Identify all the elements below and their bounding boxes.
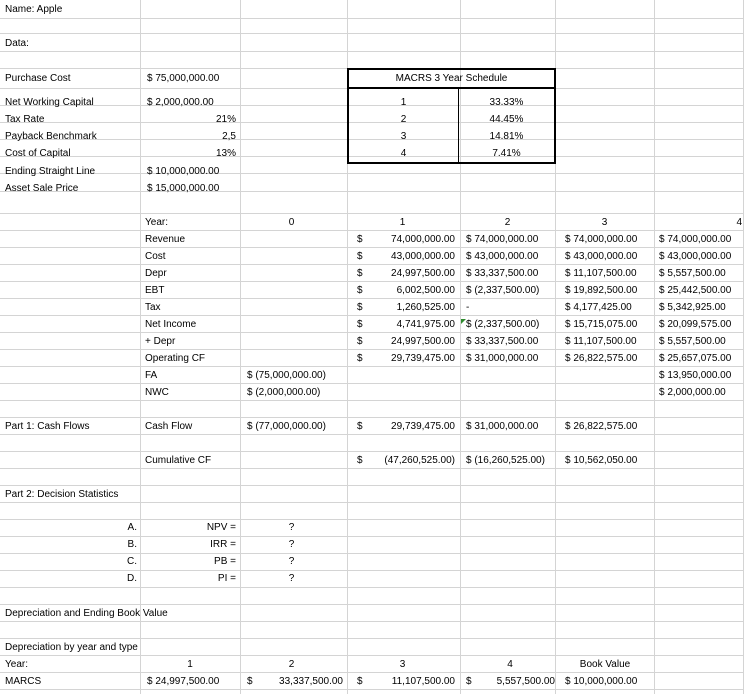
row-gridline	[0, 672, 744, 673]
macrs-rate[interactable]: 14.81%	[489, 131, 524, 142]
row-gridline	[0, 502, 744, 503]
cf-row-label[interactable]: Depr	[145, 268, 167, 279]
depr-year[interactable]: 1	[187, 659, 193, 670]
cf-y3-value[interactable]: $ 11,107,500.00	[565, 268, 637, 279]
macrs-rate[interactable]: 33.33%	[489, 97, 524, 108]
cumulative-y3[interactable]: $ 10,562,050.00	[565, 455, 638, 466]
cf-y3-value[interactable]: $ 19,892,500.00	[565, 285, 638, 296]
cash-flow-y1[interactable]: 29,739,475.00	[391, 421, 455, 432]
cf-y0-value[interactable]: $ (75,000,000.00)	[247, 370, 326, 381]
cf-y4-value[interactable]: $ 5,342,925.00	[659, 302, 726, 313]
row-gridline	[0, 553, 744, 554]
macrs-year[interactable]: 2	[400, 114, 407, 125]
cumulative-y1[interactable]: (47,260,525.00)	[384, 455, 455, 466]
input-value[interactable]: $ 10,000,000.00	[147, 166, 220, 177]
row-gridline	[0, 230, 744, 231]
name-cell[interactable]: Name: Apple	[5, 4, 63, 15]
cf-y3-value[interactable]: $ 74,000,000.00	[565, 234, 638, 245]
cf-row-label[interactable]: + Depr	[145, 336, 176, 347]
cf-y3-value[interactable]: $ 11,107,500.00	[565, 336, 637, 347]
input-value[interactable]: $ 15,000,000.00	[147, 183, 220, 194]
cf-y1-currency[interactable]: $	[357, 353, 363, 364]
input-label[interactable]: Purchase Cost	[5, 73, 71, 84]
stat-value[interactable]: ?	[288, 573, 295, 584]
cf-y4-value[interactable]: $ 25,442,500.00	[659, 285, 732, 296]
year-header[interactable]: 4	[736, 217, 742, 228]
cf-row-label[interactable]: Operating CF	[145, 353, 206, 364]
stat-value[interactable]: ?	[288, 556, 295, 567]
row-gridline	[0, 570, 744, 571]
row-gridline	[0, 191, 744, 192]
depr-value[interactable]: $ 24,997,500.00	[147, 676, 220, 687]
row-gridline	[0, 638, 744, 639]
cf-row-label[interactable]: FA	[145, 370, 158, 381]
stat-letter[interactable]: C.	[127, 556, 137, 567]
row-gridline	[0, 247, 744, 248]
cf-y1-currency[interactable]: $	[357, 319, 363, 330]
cf-row-label[interactable]: NWC	[145, 387, 169, 398]
cf-row-label[interactable]: Revenue	[145, 234, 186, 245]
cf-y2-value[interactable]: $ 31,000,000.00	[466, 353, 539, 364]
row-gridline	[0, 485, 744, 486]
depr-year-label[interactable]: Year:	[5, 659, 28, 670]
cf-y2-value[interactable]: $ (2,337,500.00)	[466, 285, 540, 296]
cf-y3-value[interactable]: $ 26,822,575.00	[565, 353, 638, 364]
depr-currency[interactable]: $	[357, 676, 363, 687]
macrs-header-divider	[347, 87, 556, 89]
cf-y2-value[interactable]: $ 33,337,500.00	[466, 268, 539, 279]
depr-currency[interactable]: $	[247, 676, 253, 687]
cf-y2-value[interactable]: $ 74,000,000.00	[466, 234, 539, 245]
cf-row-label[interactable]: EBT	[145, 285, 165, 296]
depr-year[interactable]: 4	[507, 659, 513, 670]
cf-y4-value[interactable]: $ 74,000,000.00	[659, 234, 732, 245]
row-gridline	[0, 451, 744, 452]
row-gridline	[0, 315, 744, 316]
row-gridline	[0, 349, 744, 350]
year-header[interactable]: 1	[399, 217, 406, 228]
depr-year[interactable]: 2	[288, 659, 295, 670]
cumulative-currency[interactable]: $	[357, 455, 363, 466]
row-gridline	[0, 536, 744, 537]
input-label[interactable]: Net Working Capital	[5, 97, 94, 108]
macrs-year[interactable]: 4	[400, 148, 407, 159]
stat-value[interactable]: ?	[288, 522, 295, 533]
cf-y4-value[interactable]: $ 43,000,000.00	[659, 251, 732, 262]
cf-y1-currency[interactable]: $	[357, 285, 363, 296]
input-value[interactable]: $ 75,000,000.00	[147, 73, 220, 84]
row-gridline	[0, 173, 744, 174]
depr-section-subtitle[interactable]: Depreciation by year and type	[5, 642, 138, 653]
input-label[interactable]: Ending Straight Line	[5, 166, 96, 177]
cf-y4-value[interactable]: $ 13,950,000.00	[659, 370, 732, 381]
cf-row-label[interactable]: Tax	[145, 302, 161, 313]
part1-label[interactable]: Part 1: Cash Flows	[5, 421, 90, 432]
row-gridline	[0, 400, 744, 401]
depr-book-value[interactable]: $ 10,000,000.00	[565, 676, 638, 687]
cf-y1-value[interactable]: 6,002,500.00	[396, 285, 455, 296]
year-header[interactable]: 0	[288, 217, 295, 228]
input-label[interactable]: Asset Sale Price	[5, 183, 79, 194]
stat-letter[interactable]: D.	[127, 573, 137, 584]
row-gridline	[0, 33, 744, 34]
cumulative-label[interactable]: Cumulative CF	[145, 455, 212, 466]
cf-y1-value[interactable]: 43,000,000.00	[391, 251, 455, 262]
depr-year[interactable]: 3	[399, 659, 406, 670]
cf-y1-currency[interactable]: $	[357, 268, 363, 279]
cf-y1-value[interactable]: 1,260,525.00	[396, 302, 455, 313]
data-label-cell[interactable]: Data:	[5, 38, 29, 49]
cf-y1-value[interactable]: 4,741,975.00	[396, 319, 455, 330]
input-value[interactable]: 13%	[215, 148, 236, 159]
row-gridline	[0, 604, 744, 605]
stat-letter[interactable]: A.	[127, 522, 137, 533]
row-gridline	[0, 434, 744, 435]
cf-y4-value[interactable]: $ 20,099,575.00	[659, 319, 732, 330]
cf-y1-currency[interactable]: $	[357, 302, 363, 313]
cf-y3-value[interactable]: $ 4,177,425.00	[565, 302, 632, 313]
input-value[interactable]: 2,5	[222, 131, 236, 142]
macrs-year[interactable]: 3	[400, 131, 407, 142]
macrs-rate[interactable]: 7.41%	[492, 148, 521, 159]
cash-flow-y0[interactable]: $ (77,000,000.00)	[247, 421, 326, 432]
depr-value[interactable]: 11,107,500.00	[391, 676, 455, 687]
row-gridline	[0, 281, 744, 282]
row-gridline	[0, 366, 744, 367]
depr-value[interactable]: 33,337,500.00	[279, 676, 343, 687]
cf-y1-value[interactable]: 24,997,500.00	[391, 268, 455, 279]
stat-name[interactable]: PB =	[214, 556, 236, 567]
row-gridline	[0, 417, 744, 418]
cf-y2-value[interactable]: -	[466, 302, 470, 313]
cf-y1-currency[interactable]: $	[357, 336, 363, 347]
row-gridline	[0, 587, 744, 588]
cf-y1-currency[interactable]: $	[357, 234, 363, 245]
macrs-year[interactable]: 1	[400, 97, 407, 108]
input-value[interactable]: $ 2,000,000.00	[147, 97, 214, 108]
row-gridline	[0, 468, 744, 469]
cf-y2-value[interactable]: $ 43,000,000.00	[466, 251, 539, 262]
row-gridline	[0, 298, 744, 299]
depr-row-label[interactable]: MARCS	[5, 676, 42, 687]
depr-book-value-header[interactable]: Book Value	[579, 659, 631, 670]
stat-name[interactable]: IRR =	[210, 539, 236, 550]
row-gridline	[0, 519, 744, 520]
cash-flow-y3[interactable]: $ 26,822,575.00	[565, 421, 638, 432]
cell-error-indicator[interactable]	[461, 319, 466, 324]
row-gridline	[0, 655, 744, 656]
row-gridline	[0, 213, 744, 214]
macrs-rate[interactable]: 44.45%	[489, 114, 524, 125]
cf-y1-value[interactable]: 29,739,475.00	[391, 353, 455, 364]
cf-y0-value[interactable]: $ (2,000,000.00)	[247, 387, 321, 398]
stat-name[interactable]: PI =	[217, 573, 236, 584]
cf-y3-value[interactable]: $ 43,000,000.00	[565, 251, 638, 262]
row-gridline	[0, 332, 744, 333]
depr-value[interactable]: 5,557,500.00	[496, 676, 555, 687]
cf-y2-value[interactable]: $ (2,337,500.00)	[466, 319, 540, 330]
stat-name[interactable]: NPV =	[206, 522, 236, 533]
stat-value[interactable]: ?	[288, 539, 295, 550]
depr-currency[interactable]: $	[466, 676, 472, 687]
row-gridline	[0, 621, 744, 622]
cumulative-y2[interactable]: $ (16,260,525.00)	[466, 455, 545, 466]
cf-y1-value[interactable]: 24,997,500.00	[391, 336, 455, 347]
cf-y4-value[interactable]: $ 5,557,500.00	[659, 268, 726, 279]
row-gridline	[0, 264, 744, 265]
input-label[interactable]: Payback Benchmark	[5, 131, 97, 142]
macrs-title[interactable]: MACRS 3 Year Schedule	[395, 73, 508, 84]
row-gridline	[0, 18, 744, 19]
cf-row-label[interactable]: Cost	[145, 251, 166, 262]
cf-y1-value[interactable]: 74,000,000.00	[391, 234, 455, 245]
year-header[interactable]: 2	[504, 217, 511, 228]
row-gridline	[0, 51, 744, 52]
cash-flow-label[interactable]: Cash Flow	[145, 421, 193, 432]
row-gridline	[0, 689, 744, 690]
cf-y4-value[interactable]: $ 2,000,000.00	[659, 387, 726, 398]
part2-label[interactable]: Part 2: Decision Statistics	[5, 489, 119, 500]
cf-y1-currency[interactable]: $	[357, 251, 363, 262]
cf-y3-value[interactable]: $ 15,715,075.00	[565, 319, 638, 330]
input-label[interactable]: Tax Rate	[5, 114, 45, 125]
cash-flow-currency[interactable]: $	[357, 421, 363, 432]
stat-letter[interactable]: B.	[127, 539, 137, 550]
year-header[interactable]: 3	[601, 217, 608, 228]
cash-flow-y2[interactable]: $ 31,000,000.00	[466, 421, 539, 432]
row-gridline	[0, 383, 744, 384]
depr-section-title[interactable]: Depreciation and Ending Book Value	[5, 608, 168, 619]
cf-row-label[interactable]: Net Income	[145, 319, 197, 330]
cf-y2-value[interactable]: $ 33,337,500.00	[466, 336, 539, 347]
cf-y4-value[interactable]: $ 5,557,500.00	[659, 336, 726, 347]
year-header-label[interactable]: Year:	[145, 217, 168, 228]
input-label[interactable]: Cost of Capital	[5, 148, 71, 159]
input-value[interactable]: 21%	[215, 114, 236, 125]
cf-y4-value[interactable]: $ 25,657,075.00	[659, 353, 732, 364]
